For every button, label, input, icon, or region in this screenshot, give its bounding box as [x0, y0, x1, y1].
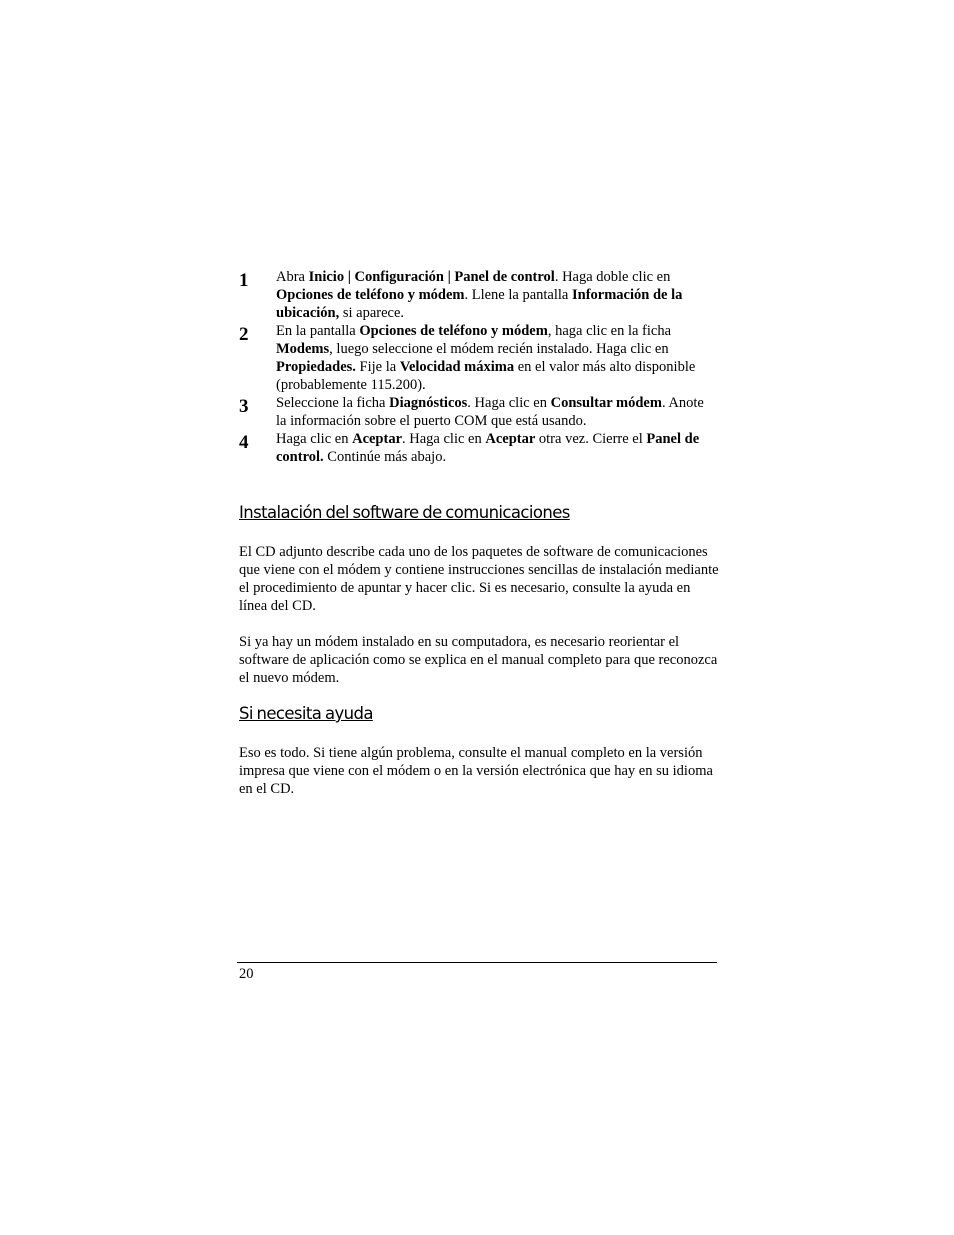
step-text-run: . Haga clic en — [402, 431, 486, 447]
step-text-run: Abra — [276, 269, 309, 285]
page-number: 20 — [239, 966, 254, 982]
step-text-bold: Inicio | Configuración | Panel de control — [308, 269, 555, 285]
step-text-run: Continúe más abajo. — [323, 449, 447, 465]
section-need-help — [239, 704, 719, 798]
step-text-run: Haga clic en — [276, 431, 353, 447]
footer-divider — [237, 962, 717, 963]
step-text-run: . Anote la información sobre el puerto COM que está usando. — [276, 395, 704, 429]
step-item — [239, 430, 709, 466]
section-paragraph: Eso es todo. Si tiene algún problema, consulte el manual completo en la versión impresa que viene con el módem o en la versión electrónica que hay en su idioma en el CD. — [239, 745, 713, 797]
step-text-bold: Aceptar — [485, 431, 536, 447]
section-heading: Instalación del software de comunicaciones — [239, 503, 570, 522]
section-heading: Si necesita ayuda — [239, 704, 373, 723]
step-text-run: otra vez. Cierre el — [535, 431, 647, 447]
step-text-run: , luego seleccione el módem recién instalado. Haga clic en — [329, 341, 669, 357]
step-text-bold: Información de la ubicación, — [276, 287, 683, 321]
step-text-bold: Diagnósticos — [389, 395, 468, 411]
step-text-bold: Consultar módem — [550, 395, 662, 411]
step-text-run: en el valor más alto disponible (probablemente 115.200). — [276, 359, 696, 393]
step-text-run: , haga clic en la ficha — [547, 323, 672, 339]
step-text — [276, 395, 704, 429]
step-text-bold: Propiedades. — [276, 359, 356, 375]
step-text — [276, 431, 699, 465]
step-text-run: . Haga doble clic en — [554, 269, 671, 285]
step-text-run: . Haga clic en — [467, 395, 551, 411]
step-item — [239, 322, 709, 394]
step-text-bold: Modems — [276, 341, 330, 357]
step-text-bold: Velocidad máxima — [399, 359, 515, 375]
step-text-run: Seleccione la ficha — [276, 395, 390, 411]
steps-list — [239, 268, 709, 466]
step-number: 1 — [239, 270, 249, 291]
step-number: 3 — [239, 396, 249, 417]
step-text — [276, 323, 695, 393]
step-text-run: Fije la — [355, 359, 400, 375]
step-text-bold: Opciones de teléfono y módem — [359, 323, 548, 339]
step-text-run: si aparece. — [339, 305, 405, 321]
section-install-software — [239, 503, 719, 687]
step-item — [239, 268, 709, 322]
section-paragraph: El CD adjunto describe cada uno de los paquetes de software de comunicaciones que viene con el módem y contiene instrucciones sencillas de instalación mediante el procedimiento de apuntar y hacer clic. Si es necesario, consulte la ayuda en línea del CD. — [239, 544, 719, 614]
step-text-bold: Opciones de teléfono y módem — [276, 287, 465, 303]
step-text-bold: Panel de control. — [276, 431, 700, 465]
section-paragraph: Si ya hay un módem instalado en su computadora, es necesario reorientar el software de aplicación como se explica en el manual completo para que reconozca el nuevo módem. — [239, 634, 718, 686]
step-number: 4 — [239, 432, 249, 453]
step-text-run: En la pantalla — [276, 323, 360, 339]
step-text-bold: Aceptar — [352, 431, 403, 447]
step-item — [239, 394, 709, 430]
step-number: 2 — [239, 324, 249, 345]
step-text-run: . Llene la pantalla — [464, 287, 572, 303]
step-text — [276, 269, 682, 321]
